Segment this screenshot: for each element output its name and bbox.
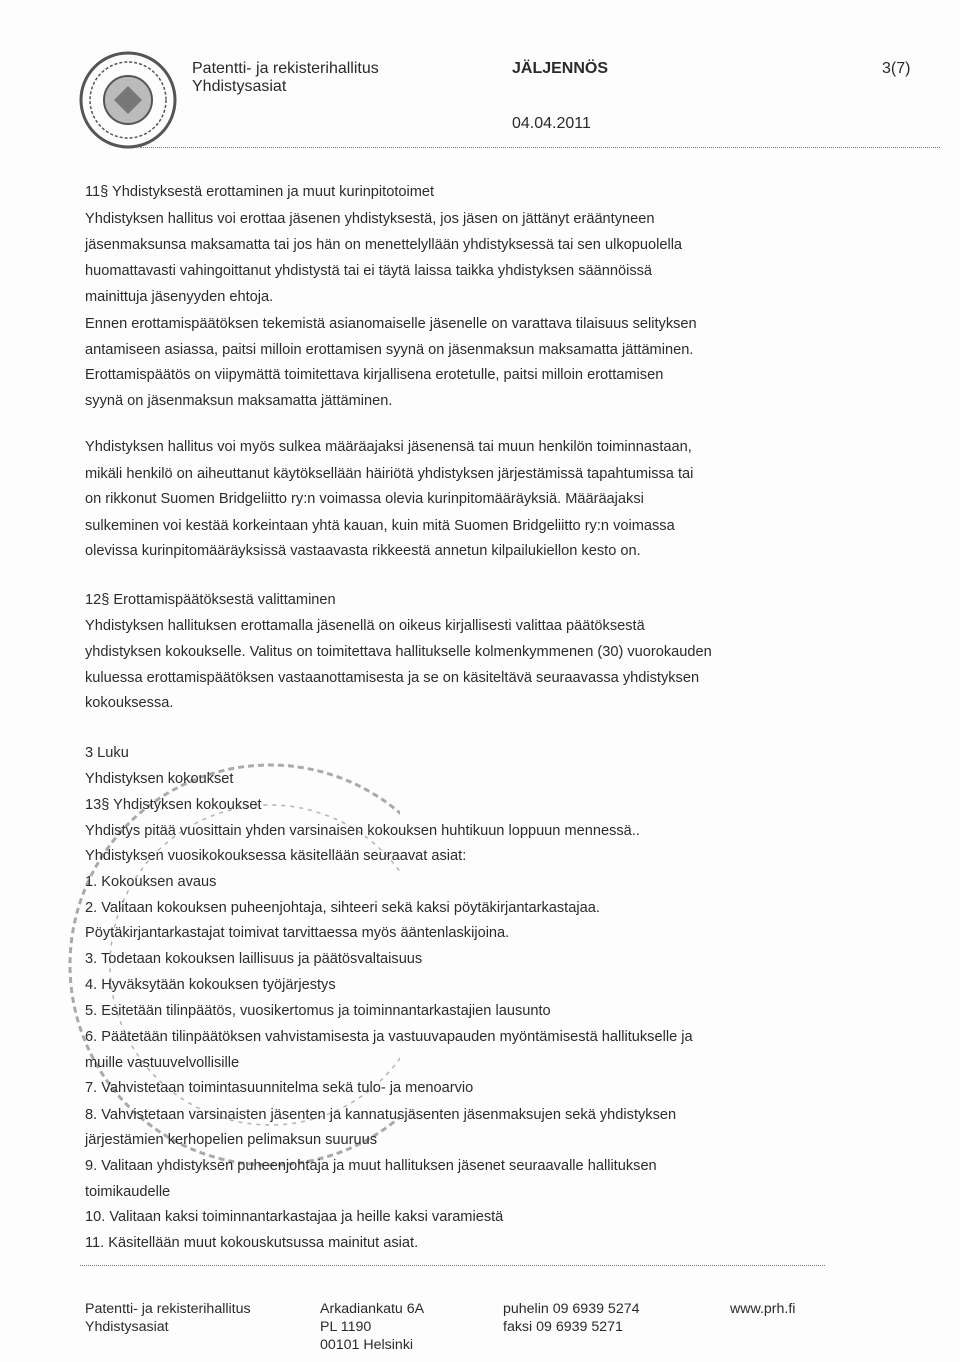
body-line: olevissa kurinpitomääräyksissä vastaavasta rikkeestä annetun kilpailukiellon kesto on. xyxy=(85,543,641,559)
agenda-item: 9. Valitaan yhdistyksen puheenjohtaja ja muut hallituksen jäsenet seuraavalle hallituksen xyxy=(85,1158,657,1174)
footer-po-box: PL 1190 xyxy=(320,1319,372,1335)
header-rule xyxy=(140,147,940,148)
header-department: Yhdistysasiat xyxy=(192,78,287,95)
agenda-item: 5. Esitetään tilinpäätös, vuosikertomus ja toiminnantarkastajien lausunto xyxy=(85,1003,551,1019)
header-org-name: Patentti- ja rekisterihallitus xyxy=(192,60,379,77)
footer-fax: faksi 09 6939 5271 xyxy=(503,1319,623,1335)
body-line: Yhdistyksen hallituksen erottamalla jäsenellä on oikeus kirjallisesti valittaa päätöksestä xyxy=(85,618,645,634)
body-line: Yhdistyksen vuosikokouksessa käsitellään seuraavat asiat: xyxy=(85,848,467,864)
agenda-item: 8. Vahvistetaan varsinaisten jäsenten ja kannatusjäsenten jäsenmaksujen sekä yhdistyksen xyxy=(85,1107,677,1123)
body-line: yhdistyksen kokoukselle. Valitus on toimitettava hallitukselle kolmenkymmenen (30) vuorokauden xyxy=(85,644,712,660)
body-line: huomattavasti vahingoittanut yhdistystä tai ei täytä laissa taikka yhdistyksen säännöissä xyxy=(85,263,653,279)
body-line: kokouksessa. xyxy=(85,695,174,711)
body-line: syynä on jäsenmaksun maksamatta jättäminen. xyxy=(85,393,393,409)
footer-street-address: Arkadiankatu 6A xyxy=(320,1301,425,1317)
agenda-item: 2. Valitaan kokouksen puheenjohtaja, sihteeri sekä kaksi pöytäkirjantarkastajaa. xyxy=(85,900,600,916)
footer-rule xyxy=(80,1265,825,1266)
footer-phone: puhelin 09 6939 5274 xyxy=(503,1301,640,1317)
footer-website: www.prh.fi xyxy=(730,1301,796,1317)
prh-seal-logo xyxy=(78,50,178,150)
agenda-item-continuation: muille vastuuvelvollisille xyxy=(85,1055,240,1071)
section-heading-11: 11§ Yhdistyksestä erottaminen ja muut kurinpitotoimet xyxy=(85,184,435,200)
document-date: 04.04.2011 xyxy=(512,115,591,132)
body-line: jäsenmaksunsa maksamatta tai jos hän on menettelyllään yhdistyksessä tai sen ulkopuolella xyxy=(85,237,683,253)
agenda-item: 4. Hyväksytään kokouksen työjärjestys xyxy=(85,977,336,993)
agenda-item: 3. Todetaan kokouksen laillisuus ja päätösvaltaisuus xyxy=(85,951,423,967)
section-heading-13: 13§ Yhdistyksen kokoukset xyxy=(85,797,262,813)
footer-org-name: Patentti- ja rekisterihallitus xyxy=(85,1301,251,1317)
body-line: Yhdistyksen hallitus voi myös sulkea määräajaksi jäsenensä tai muun henkilön toiminnastaan, xyxy=(85,439,692,455)
body-line: antamiseen asiassa, paitsi milloin erottamisen syynä on jäsenmaksun maksamatta jättäminen. xyxy=(85,342,694,358)
agenda-item-continuation: toimikaudelle xyxy=(85,1184,171,1200)
agenda-item-continuation: järjestämien kerhopelien pelimaksun suuruus xyxy=(85,1132,378,1148)
body-line: sulkeminen voi kestää korkeintaan yhtä kauan, kuin mitä Suomen Bridgeliitto ry:n voimassa xyxy=(85,518,675,534)
body-line: Yhdistyksen hallitus voi erottaa jäsenen yhdistyksestä, jos jäsen on jättänyt erääntyneen xyxy=(85,211,655,227)
chapter-heading: 3 Luku xyxy=(85,745,129,761)
agenda-item: 10. Valitaan kaksi toiminnantarkastajaa ja heille kaksi varamiestä xyxy=(85,1209,504,1225)
section-heading-12: 12§ Erottamispäätöksestä valittaminen xyxy=(85,592,336,608)
agenda-item: 1. Kokouksen avaus xyxy=(85,874,217,890)
body-line: Ennen erottamispäätöksen tekemistä asianomaiselle jäsenelle on varattava tilaisuus selityksen xyxy=(85,316,697,332)
body-line: Erottamispäätös on viipymättä toimitettava kirjallisena erotetulle, paitsi milloin erottamisen xyxy=(85,367,664,383)
body-line: Yhdistys pitää vuosittain yhden varsinaisen kokouksen huhtikuun loppuun mennessä.. xyxy=(85,823,640,839)
agenda-item: 11. Käsitellään muut kokouskutsussa mainitut asiat. xyxy=(85,1235,419,1251)
footer-city: 00101 Helsinki xyxy=(320,1337,414,1353)
body-line: mainittuja jäsenyyden ehtoja. xyxy=(85,289,274,305)
body-line: kuluessa erottamispäätöksen vastaanottamisesta ja se on käsiteltävä seuraavassa yhdistyksen xyxy=(85,670,700,686)
agenda-item: 6. Päätetään tilinpäätöksen vahvistamisesta ja vastuuvapauden myöntämisestä hallitukselle ja xyxy=(85,1029,693,1045)
footer-department: Yhdistysasiat xyxy=(85,1319,169,1335)
chapter-title: Yhdistyksen kokoukset xyxy=(85,771,234,787)
agenda-item: 7. Vahvistetaan toimintasuunnitelma sekä tulo- ja menoarvio xyxy=(85,1080,474,1096)
document-type-label: JÄLJENNÖS xyxy=(512,60,609,77)
page-number: 3(7) xyxy=(882,60,911,77)
body-line: on rikkonut Suomen Bridgeliitto ry:n voimassa olevia kurinpitomääräyksiä. Määräajaksi xyxy=(85,491,644,507)
agenda-item-continuation: Pöytäkirjantarkastajat toimivat tarvittaessa myös ääntenlaskijoina. xyxy=(85,925,510,941)
body-line: mikäli henkilö on aiheuttanut käytöksellään häiriötä yhdistyksen järjestämissä tapahtumissa tai xyxy=(85,466,694,482)
